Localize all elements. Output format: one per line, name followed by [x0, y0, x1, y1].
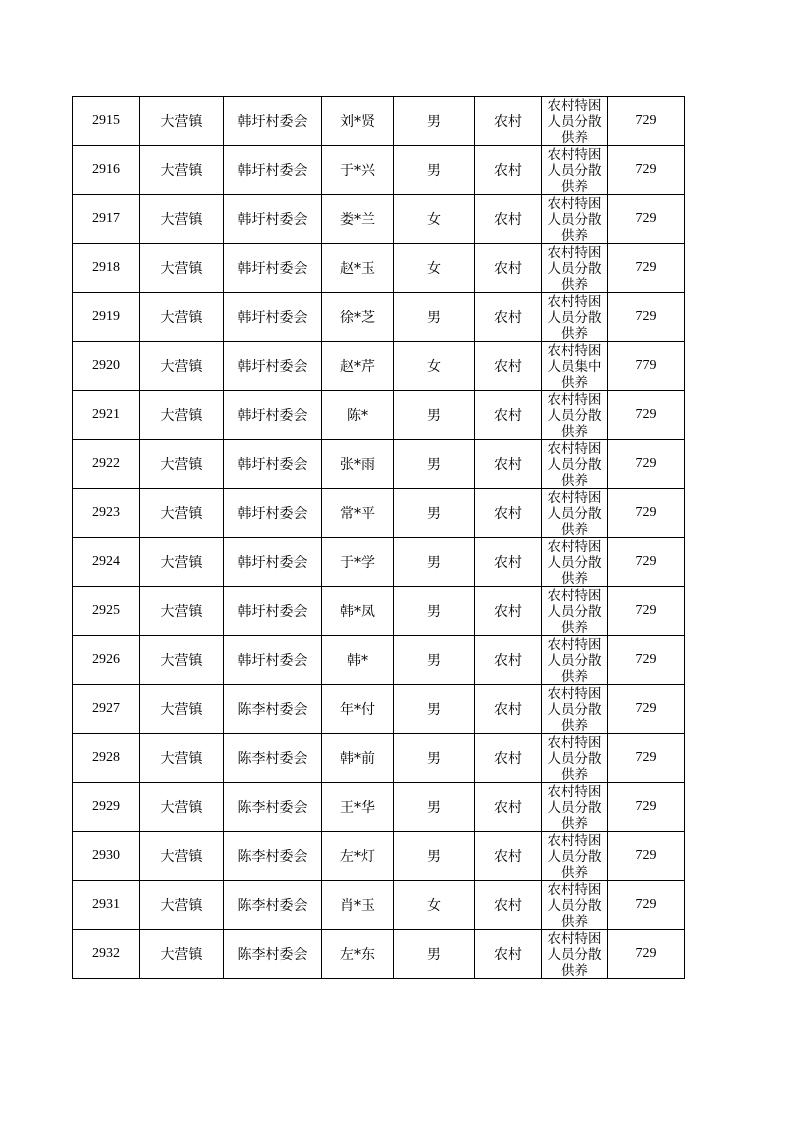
area-type-cell: 农村	[475, 489, 542, 538]
gender-cell: 男	[394, 440, 475, 489]
support-category-text: 农村特困人员分散供养	[547, 147, 602, 194]
table-row	[73, 391, 685, 440]
town-cell: 大营镇	[140, 881, 224, 930]
area-type-cell: 农村	[475, 342, 542, 391]
area-type-cell: 农村	[475, 195, 542, 244]
amount-cell: 779	[608, 342, 685, 391]
amount-cell: 729	[608, 832, 685, 881]
town-cell: 大营镇	[140, 538, 224, 587]
row-number-cell: 2931	[73, 881, 140, 930]
row-number-cell: 2927	[73, 685, 140, 734]
row-number-cell: 2918	[73, 244, 140, 293]
table-row	[73, 832, 685, 881]
amount-cell: 729	[608, 146, 685, 195]
amount-cell: 729	[608, 244, 685, 293]
table-row	[73, 146, 685, 195]
village-cell: 韩圩村委会	[224, 391, 322, 440]
support-category-text: 农村特困人员分散供养	[547, 637, 602, 684]
area-type-cell: 农村	[475, 440, 542, 489]
gender-cell: 男	[394, 293, 475, 342]
table-row	[73, 881, 685, 930]
gender-cell: 男	[394, 391, 475, 440]
table-row	[73, 734, 685, 783]
support-category-cell	[542, 881, 608, 930]
village-cell: 陈李村委会	[224, 685, 322, 734]
gender-cell: 男	[394, 146, 475, 195]
town-cell: 大营镇	[140, 489, 224, 538]
area-type-cell: 农村	[475, 293, 542, 342]
person-name-cell: 赵*芹	[322, 342, 394, 391]
relief-roster-table	[72, 96, 685, 979]
area-type-cell: 农村	[475, 734, 542, 783]
support-category-cell	[542, 636, 608, 685]
support-category-text: 农村特困人员分散供养	[547, 196, 602, 243]
table-body	[73, 97, 685, 979]
area-type-cell: 农村	[475, 930, 542, 979]
table-row	[73, 538, 685, 587]
row-number-cell: 2925	[73, 587, 140, 636]
area-type-cell: 农村	[475, 783, 542, 832]
amount-cell: 729	[608, 489, 685, 538]
person-name-cell: 娄*兰	[322, 195, 394, 244]
person-name-cell: 肖*玉	[322, 881, 394, 930]
table-row	[73, 685, 685, 734]
area-type-cell: 农村	[475, 636, 542, 685]
village-cell: 韩圩村委会	[224, 244, 322, 293]
person-name-cell: 刘*贤	[322, 97, 394, 146]
person-name-cell: 于*学	[322, 538, 394, 587]
support-category-text: 农村特困人员分散供养	[547, 931, 602, 978]
table-row	[73, 97, 685, 146]
area-type-cell: 农村	[475, 244, 542, 293]
row-number-cell: 2923	[73, 489, 140, 538]
amount-cell: 729	[608, 440, 685, 489]
person-name-cell: 左*灯	[322, 832, 394, 881]
amount-cell: 729	[608, 97, 685, 146]
gender-cell: 女	[394, 244, 475, 293]
support-category-text: 农村特困人员分散供养	[547, 588, 602, 635]
row-number-cell: 2926	[73, 636, 140, 685]
row-number-cell: 2930	[73, 832, 140, 881]
town-cell: 大营镇	[140, 636, 224, 685]
row-number-cell: 2922	[73, 440, 140, 489]
gender-cell: 男	[394, 538, 475, 587]
support-category-cell	[542, 685, 608, 734]
support-category-cell	[542, 930, 608, 979]
town-cell: 大营镇	[140, 195, 224, 244]
town-cell: 大营镇	[140, 587, 224, 636]
person-name-cell: 陈*	[322, 391, 394, 440]
area-type-cell: 农村	[475, 538, 542, 587]
village-cell: 韩圩村委会	[224, 587, 322, 636]
amount-cell: 729	[608, 685, 685, 734]
gender-cell: 男	[394, 636, 475, 685]
table-row	[73, 587, 685, 636]
gender-cell: 男	[394, 832, 475, 881]
row-number-cell: 2916	[73, 146, 140, 195]
table-row	[73, 342, 685, 391]
table-row	[73, 244, 685, 293]
support-category-text: 农村特困人员分散供养	[547, 882, 602, 929]
person-name-cell: 王*华	[322, 783, 394, 832]
village-cell: 陈李村委会	[224, 930, 322, 979]
area-type-cell: 农村	[475, 685, 542, 734]
table-row	[73, 440, 685, 489]
support-category-text: 农村特困人员分散供养	[547, 245, 602, 292]
row-number-cell: 2929	[73, 783, 140, 832]
person-name-cell: 韩*	[322, 636, 394, 685]
person-name-cell: 年*付	[322, 685, 394, 734]
support-category-cell	[542, 489, 608, 538]
gender-cell: 男	[394, 930, 475, 979]
support-category-text: 农村特困人员分散供养	[547, 539, 602, 586]
support-category-cell	[542, 97, 608, 146]
row-number-cell: 2920	[73, 342, 140, 391]
gender-cell: 男	[394, 734, 475, 783]
support-category-text: 农村特困人员分散供养	[547, 490, 602, 537]
person-name-cell: 韩*前	[322, 734, 394, 783]
town-cell: 大营镇	[140, 832, 224, 881]
support-category-cell	[542, 587, 608, 636]
town-cell: 大营镇	[140, 783, 224, 832]
town-cell: 大营镇	[140, 342, 224, 391]
person-name-cell: 赵*玉	[322, 244, 394, 293]
gender-cell: 男	[394, 489, 475, 538]
amount-cell: 729	[608, 930, 685, 979]
town-cell: 大营镇	[140, 734, 224, 783]
row-number-cell: 2919	[73, 293, 140, 342]
area-type-cell: 农村	[475, 391, 542, 440]
support-category-text: 农村特困人员分散供养	[547, 735, 602, 782]
village-cell: 韩圩村委会	[224, 636, 322, 685]
village-cell: 韩圩村委会	[224, 146, 322, 195]
support-category-cell	[542, 832, 608, 881]
village-cell: 韩圩村委会	[224, 489, 322, 538]
village-cell: 陈李村委会	[224, 832, 322, 881]
table-row	[73, 930, 685, 979]
person-name-cell: 张*雨	[322, 440, 394, 489]
support-category-cell	[542, 342, 608, 391]
village-cell: 韩圩村委会	[224, 293, 322, 342]
support-category-cell	[542, 783, 608, 832]
area-type-cell: 农村	[475, 146, 542, 195]
area-type-cell: 农村	[475, 881, 542, 930]
row-number-cell: 2932	[73, 930, 140, 979]
village-cell: 韩圩村委会	[224, 342, 322, 391]
row-number-cell: 2917	[73, 195, 140, 244]
amount-cell: 729	[608, 391, 685, 440]
support-category-cell	[542, 293, 608, 342]
gender-cell: 男	[394, 97, 475, 146]
support-category-text: 农村特困人员分散供养	[547, 441, 602, 488]
support-category-text: 农村特困人员集中供养	[547, 343, 602, 390]
town-cell: 大营镇	[140, 685, 224, 734]
village-cell: 陈李村委会	[224, 881, 322, 930]
support-category-text: 农村特困人员分散供养	[547, 833, 602, 880]
support-category-cell	[542, 440, 608, 489]
town-cell: 大营镇	[140, 244, 224, 293]
row-number-cell: 2915	[73, 97, 140, 146]
amount-cell: 729	[608, 734, 685, 783]
town-cell: 大营镇	[140, 97, 224, 146]
town-cell: 大营镇	[140, 440, 224, 489]
table-row	[73, 195, 685, 244]
person-name-cell: 徐*芝	[322, 293, 394, 342]
row-number-cell: 2928	[73, 734, 140, 783]
support-category-text: 农村特困人员分散供养	[547, 784, 602, 831]
amount-cell: 729	[608, 195, 685, 244]
person-name-cell: 于*兴	[322, 146, 394, 195]
row-number-cell: 2921	[73, 391, 140, 440]
gender-cell: 男	[394, 783, 475, 832]
gender-cell: 女	[394, 342, 475, 391]
village-cell: 韩圩村委会	[224, 440, 322, 489]
support-category-cell	[542, 538, 608, 587]
town-cell: 大营镇	[140, 391, 224, 440]
area-type-cell: 农村	[475, 97, 542, 146]
table-row	[73, 293, 685, 342]
amount-cell: 729	[608, 587, 685, 636]
support-category-cell	[542, 391, 608, 440]
village-cell: 陈李村委会	[224, 783, 322, 832]
support-category-cell	[542, 146, 608, 195]
support-category-text: 农村特困人员分散供养	[547, 686, 602, 733]
amount-cell: 729	[608, 293, 685, 342]
table-row	[73, 783, 685, 832]
person-name-cell: 韩*凤	[322, 587, 394, 636]
row-number-cell: 2924	[73, 538, 140, 587]
village-cell: 陈李村委会	[224, 734, 322, 783]
gender-cell: 男	[394, 587, 475, 636]
support-category-cell	[542, 244, 608, 293]
gender-cell: 女	[394, 195, 475, 244]
gender-cell: 女	[394, 881, 475, 930]
support-category-cell	[542, 734, 608, 783]
amount-cell: 729	[608, 881, 685, 930]
village-cell: 韩圩村委会	[224, 195, 322, 244]
village-cell: 韩圩村委会	[224, 97, 322, 146]
person-name-cell: 常*平	[322, 489, 394, 538]
support-category-cell	[542, 195, 608, 244]
table-row	[73, 636, 685, 685]
gender-cell: 男	[394, 685, 475, 734]
support-category-text: 农村特困人员分散供养	[547, 294, 602, 341]
amount-cell: 729	[608, 783, 685, 832]
amount-cell: 729	[608, 538, 685, 587]
amount-cell: 729	[608, 636, 685, 685]
support-category-text: 农村特困人员分散供养	[547, 98, 602, 145]
person-name-cell: 左*东	[322, 930, 394, 979]
town-cell: 大营镇	[140, 930, 224, 979]
village-cell: 韩圩村委会	[224, 538, 322, 587]
area-type-cell: 农村	[475, 832, 542, 881]
support-category-text: 农村特困人员分散供养	[547, 392, 602, 439]
town-cell: 大营镇	[140, 146, 224, 195]
table-row	[73, 489, 685, 538]
town-cell: 大营镇	[140, 293, 224, 342]
area-type-cell: 农村	[475, 587, 542, 636]
